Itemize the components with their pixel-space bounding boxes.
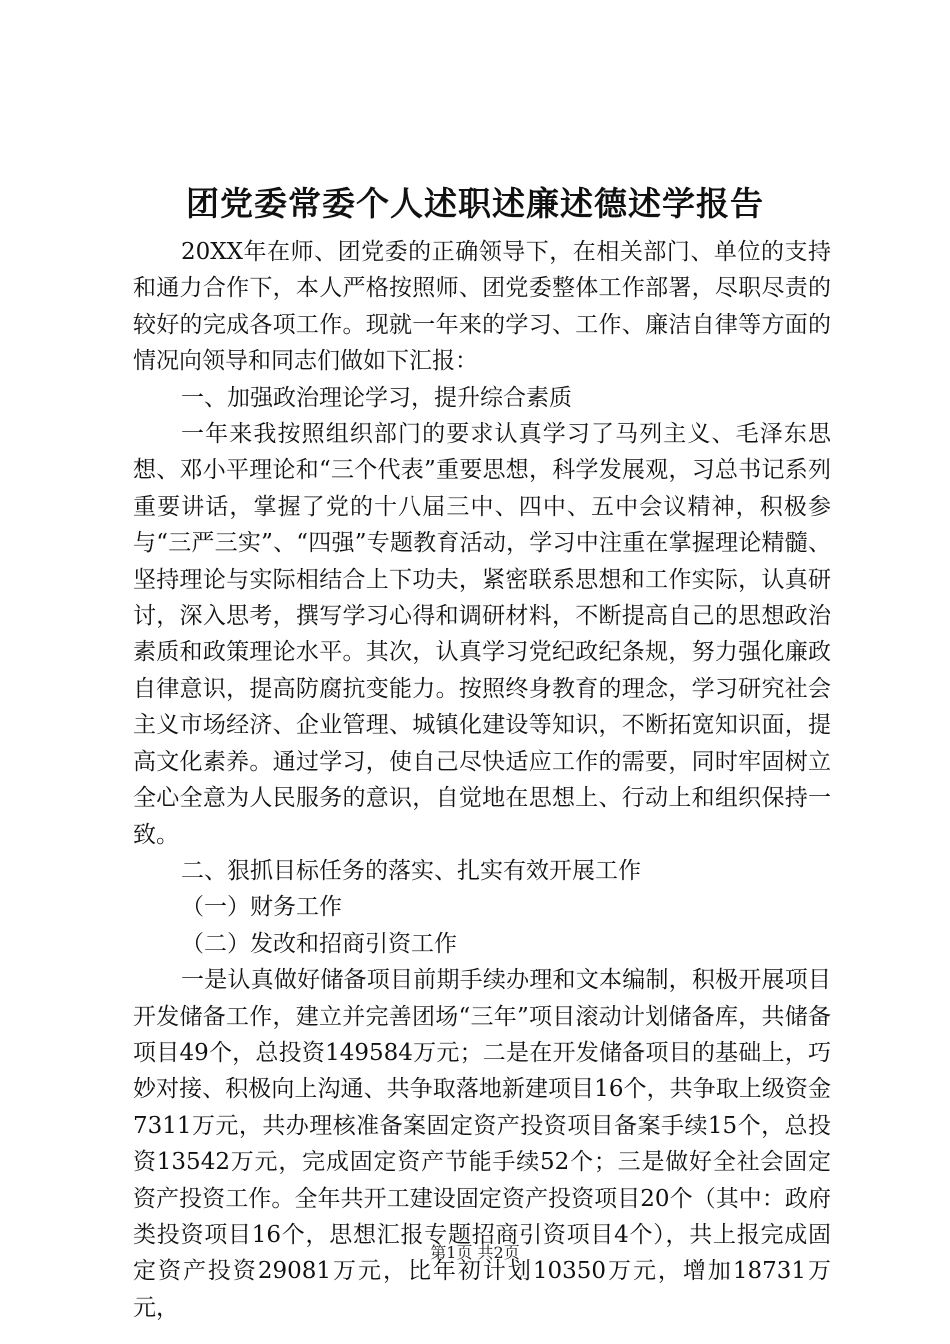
investment-paragraph: 一是认真做好储备项目前期手续办理和文本编制，积极开展项目开发储备工作，建立并完善团场“三年”项目滚动计划储备库，共储备项目49个，总投资149584万元；二是在开发储备项目的基础上，巧妙对接、积极向上沟通、共争取落地新建项目16个，共争取上级资金7311万元，共办理核准备案固定资产投资项目备案手续15个，总投资13542万元，完成固定资产节能手续52个；三是做好全社会固定资产投资工作。全年共开工建设固定资产投资项目20个（其中：政府类投资项目16个，思想汇报专题招商引资项目4个），共上报完成固定资产投资29081万元，比年初计划10350万元，增加18731万元， — [133, 967, 831, 1321]
subsection-heading-finance: （一）财务工作 — [181, 894, 342, 921]
document-title: 团党委常委个人述职述廉述德述学报告 — [186, 184, 764, 223]
document-body — [133, 234, 831, 1326]
section-heading-2: 二、狠抓目标任务的落实、扎实有效开展工作 — [181, 857, 641, 884]
section-1-paragraph: 一年来我按照组织部门的要求认真学习了马列主义、毛泽东思想、邓小平理论和“三个代表”重要思想，科学发展观，习总书记系列重要讲话，掌握了党的十八届三中、四中、五中会议精神，积极参与“三严三实”、“四强”专题教育活动，学习中注重在掌握理论精髓、坚持理论与实际相结合上下功夫，紧密联系思想和工作实际，认真研讨，深入思考，撰写学习心得和调研材料，不断提高自己的思想政治素质和政策理论水平。其次，认真学习党纪政纪条规，努力强化廉政自律意识，提高防腐抗变能力。按照终身教育的理念，学习研究社会主义市场经济、企业管理、城镇化建设等知识，不断拓宽知识面，提高文化素养。通过学习，使自己尽快适应工作的需要，同时牢固树立全心全意为人民服务的意识，自觉地在思想上、行动上和组织保持一致。 — [133, 421, 831, 848]
section-heading-1: 一、加强政治理论学习，提升综合素质 — [181, 384, 572, 411]
page-number-footer: 第1页 共2页 — [430, 1243, 520, 1262]
intro-paragraph: 20XX年在师、团党委的正确领导下，在相关部门、单位的支持和通力合作下，本人严格按照师、团党委整体工作部署，尽职尽责的较好的完成各项工作。现就一年来的学习、工作、廉洁自律等方面的情况向领导和同志们做如下汇报： — [133, 239, 831, 375]
subsection-heading-investment: （二）发改和招商引资工作 — [181, 930, 457, 957]
